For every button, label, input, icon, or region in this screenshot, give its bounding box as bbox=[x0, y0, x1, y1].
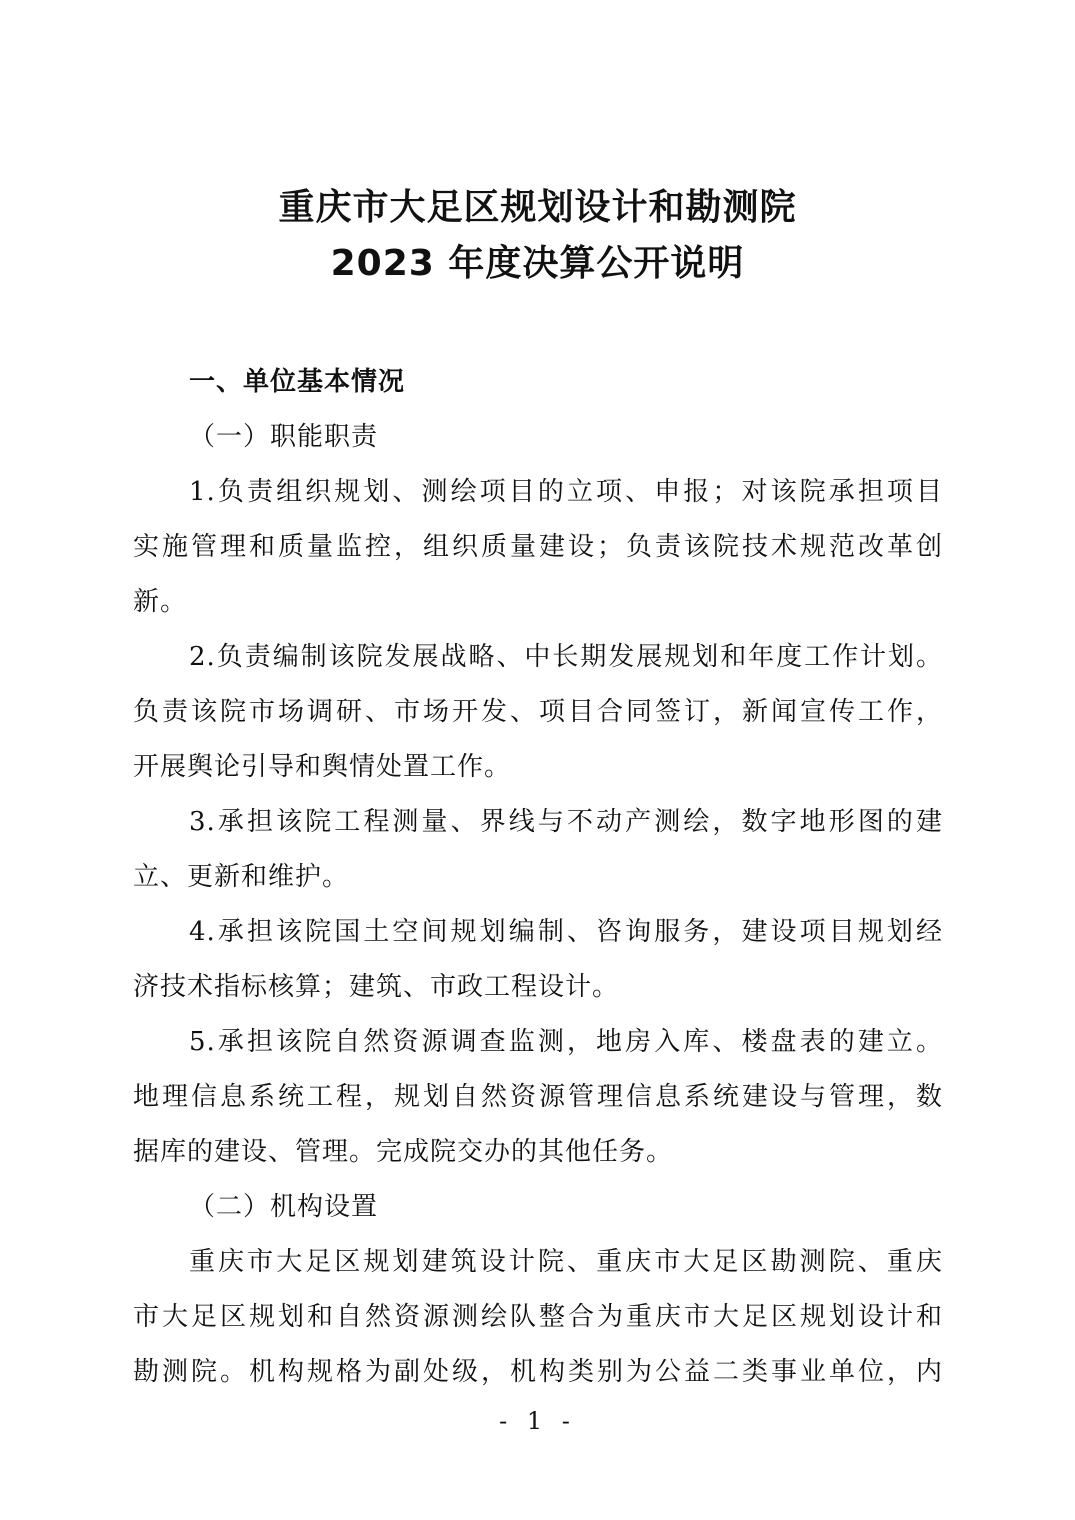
paragraph-line: 重庆市大足区规划建筑设计院、重庆市大足区勘测院、重庆 bbox=[189, 1247, 943, 1277]
page-number: - 1 - bbox=[499, 1407, 576, 1435]
document-title-line2: 2023 年度决算公开说明 bbox=[330, 243, 745, 284]
paragraph-line: 2.负责编制该院发展战略、中长期发展规划和年度工作计划。 bbox=[189, 642, 943, 672]
subsection-heading-functions: （一）职能职责 bbox=[189, 422, 379, 452]
paragraph-line: 地理信息系统工程，规划自然资源管理信息系统建设与管理，数 bbox=[133, 1082, 943, 1112]
paragraph-line: 负责该院市场调研、市场开发、项目合同签订，新闻宣传工作， bbox=[133, 697, 943, 727]
document-title-line1: 重庆市大足区规划设计和勘测院 bbox=[278, 187, 797, 228]
paragraph-line: 立、更新和维护。 bbox=[133, 862, 350, 892]
paragraph-line: 5.承担该院自然资源调查监测，地房入库、楼盘表的建立。 bbox=[189, 1027, 943, 1057]
subsection-heading-organization: （二）机构设置 bbox=[189, 1192, 379, 1222]
paragraph-line: 新。 bbox=[133, 587, 188, 617]
section-heading-1: 一、单位基本情况 bbox=[189, 367, 406, 397]
paragraph-line: 开展舆论引导和舆情处置工作。 bbox=[133, 752, 512, 782]
paragraph-line: 济技术指标核算；建筑、市政工程设计。 bbox=[133, 972, 620, 1002]
paragraph-line: 实施管理和质量监控，组织质量建设；负责该院技术规范改革创 bbox=[133, 532, 943, 562]
paragraph-line: 1.负责组织规划、测绘项目的立项、申报；对该院承担项目 bbox=[189, 477, 943, 507]
document-body bbox=[133, 355, 943, 1400]
paragraph-line: 据库的建设、管理。完成院交办的其他任务。 bbox=[133, 1137, 674, 1167]
paragraph-line: 4.承担该院国土空间规划编制、咨询服务，建设项目规划经 bbox=[189, 917, 943, 947]
paragraph-line: 勘测院。机构规格为副处级，机构类别为公益二类事业单位，内 bbox=[133, 1357, 943, 1387]
paragraph-line: 市大足区规划和自然资源测绘队整合为重庆市大足区规划设计和 bbox=[133, 1302, 943, 1332]
paragraph-line: 3.承担该院工程测量、界线与不动产测绘，数字地形图的建 bbox=[189, 807, 943, 837]
